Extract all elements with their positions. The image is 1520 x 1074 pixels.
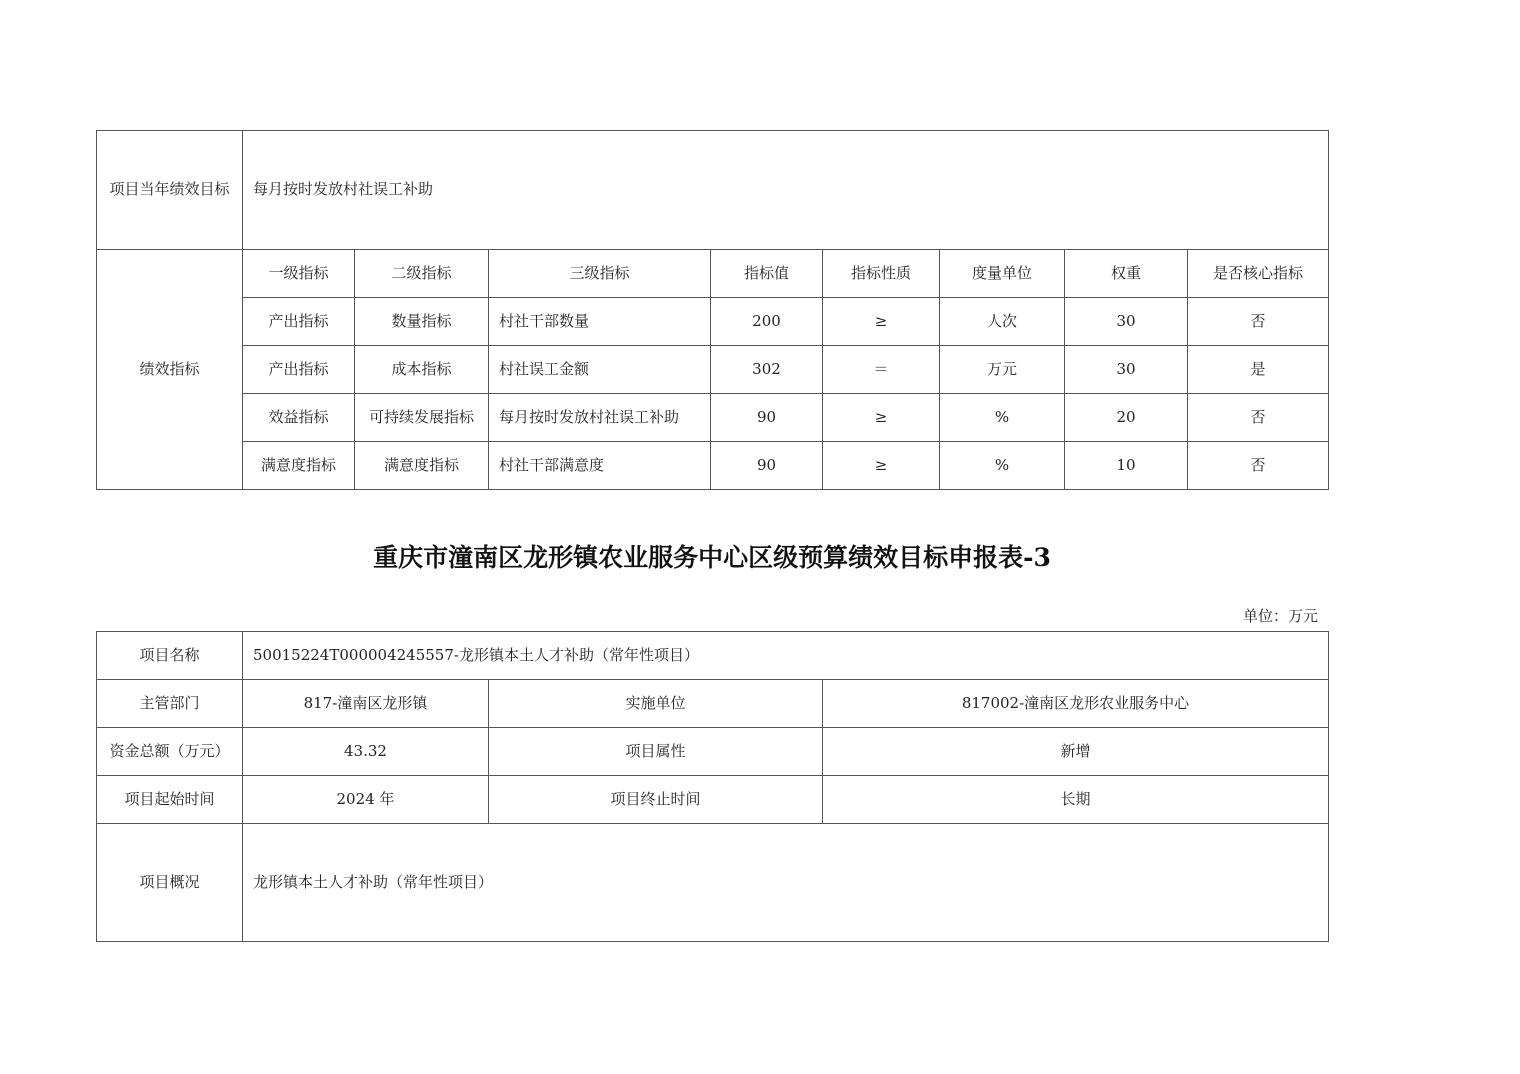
header-cell: 是否核心指标 (1188, 250, 1329, 298)
core-cell: 否 (1188, 394, 1329, 442)
start-value: 2024 年 (243, 776, 489, 824)
level3-cell: 村社干部数量 (489, 298, 711, 346)
dept-label: 主管部门 (97, 680, 243, 728)
fund-value: 43.32 (243, 728, 489, 776)
fund-row (97, 728, 1329, 776)
value-cell: 90 (711, 394, 823, 442)
header-cell: 度量单位 (940, 250, 1065, 298)
document-title: 重庆市潼南区龙形镇农业服务中心区级预算绩效目标申报表-3 (373, 543, 1051, 572)
impl-value: 817002-潼南区龙形农业服务中心 (823, 680, 1329, 728)
unit-cell: 万元 (940, 346, 1065, 394)
indicator-label: 绩效指标 (97, 250, 243, 490)
core-cell: 是 (1188, 346, 1329, 394)
overview-value: 龙形镇本土人才补助（常年性项目） (243, 824, 1329, 942)
table-row (97, 346, 1329, 394)
header-cell: 权重 (1065, 250, 1188, 298)
time-row (97, 776, 1329, 824)
header-cell: 二级指标 (355, 250, 489, 298)
impl-label: 实施单位 (489, 680, 823, 728)
level3-cell: 村社干部满意度 (489, 442, 711, 490)
value-cell: 200 (711, 298, 823, 346)
header-cell: 指标性质 (823, 250, 940, 298)
end-value: 长期 (823, 776, 1329, 824)
level1-cell: 效益指标 (243, 394, 355, 442)
goal-text: 每月按时发放村社误工补助 (243, 131, 1329, 250)
level2-cell: 成本指标 (355, 346, 489, 394)
end-label: 项目终止时间 (489, 776, 823, 824)
level3-cell: 每月按时发放村社误工补助 (489, 394, 711, 442)
project-info-table (96, 631, 1329, 942)
weight-cell: 30 (1065, 346, 1188, 394)
header-cell: 三级指标 (489, 250, 711, 298)
level2-cell: 满意度指标 (355, 442, 489, 490)
dept-value: 817-潼南区龙形镇 (243, 680, 489, 728)
level1-cell: 产出指标 (243, 346, 355, 394)
goal-row (97, 131, 1329, 250)
nature-cell: ＝ (823, 346, 940, 394)
table-row (97, 394, 1329, 442)
fund-label: 资金总额（万元） (97, 728, 243, 776)
attr-label: 项目属性 (489, 728, 823, 776)
weight-cell: 10 (1065, 442, 1188, 490)
value-cell: 90 (711, 442, 823, 490)
header-cell: 一级指标 (243, 250, 355, 298)
unit-cell: % (940, 442, 1065, 490)
unit-cell: % (940, 394, 1065, 442)
table-row (97, 298, 1329, 346)
performance-indicator-table (96, 130, 1329, 490)
unit-cell: 人次 (940, 298, 1065, 346)
unit-label: 单位：万元 (1242, 607, 1318, 625)
project-name-value: 50015224T000004245557-龙形镇本土人才补助（常年性项目） (243, 632, 1329, 680)
value-cell: 302 (711, 346, 823, 394)
attr-value: 新增 (823, 728, 1329, 776)
project-name-row (97, 632, 1329, 680)
weight-cell: 20 (1065, 394, 1188, 442)
level2-cell: 数量指标 (355, 298, 489, 346)
weight-cell: 30 (1065, 298, 1188, 346)
goal-label: 项目当年绩效目标 (97, 131, 243, 250)
level1-cell: 产出指标 (243, 298, 355, 346)
start-label: 项目起始时间 (97, 776, 243, 824)
level3-cell: 村社误工金额 (489, 346, 711, 394)
level1-cell: 满意度指标 (243, 442, 355, 490)
core-cell: 否 (1188, 442, 1329, 490)
core-cell: 否 (1188, 298, 1329, 346)
overview-label: 项目概况 (97, 824, 243, 942)
nature-cell: ≥ (823, 394, 940, 442)
header-cell: 指标值 (711, 250, 823, 298)
overview-row (97, 824, 1329, 942)
table-row (97, 442, 1329, 490)
nature-cell: ≥ (823, 442, 940, 490)
indicator-header-row (97, 250, 1329, 298)
nature-cell: ≥ (823, 298, 940, 346)
department-row (97, 680, 1329, 728)
project-name-label: 项目名称 (97, 632, 243, 680)
level2-cell: 可持续发展指标 (355, 394, 489, 442)
